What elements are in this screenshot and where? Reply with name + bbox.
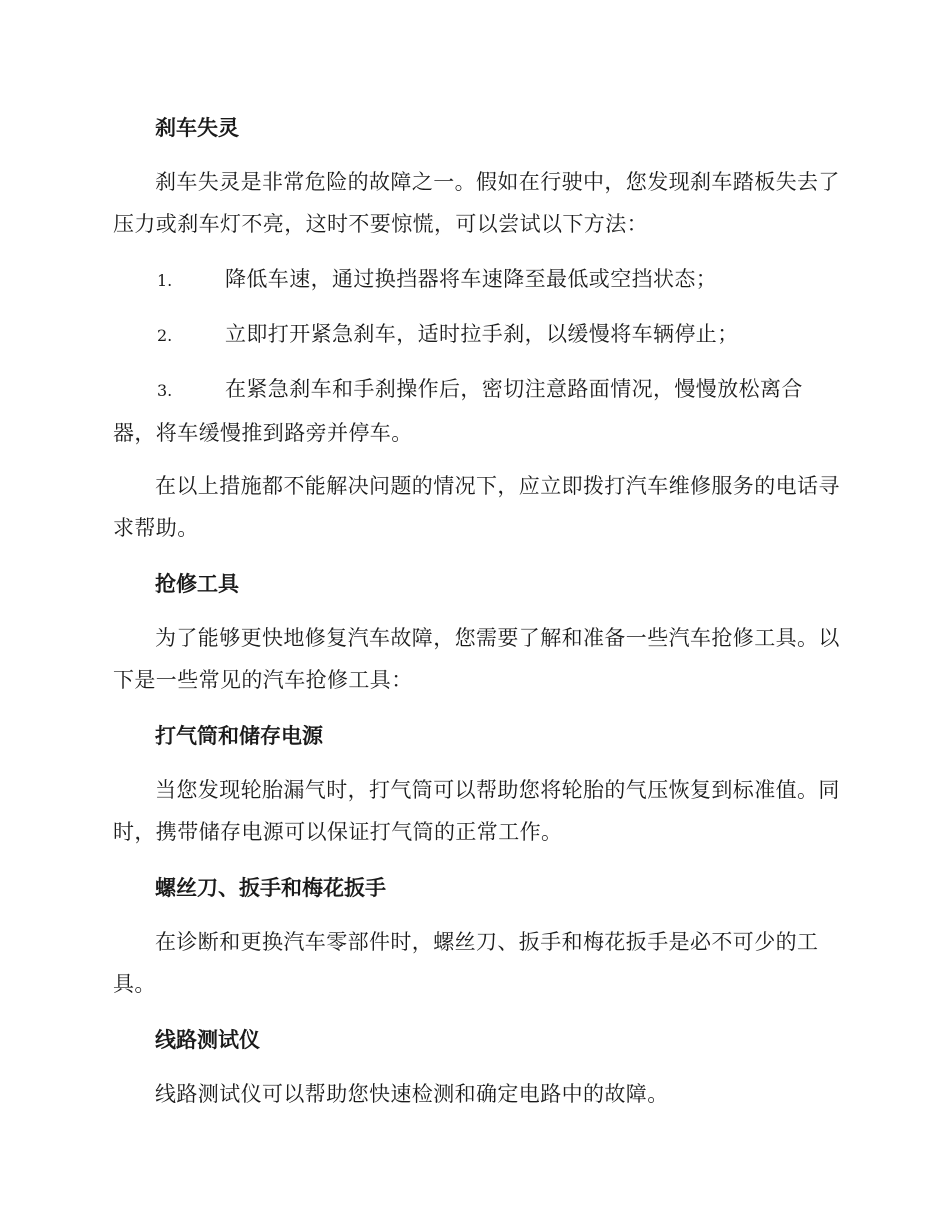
section-heading-repair-tools: 抢修工具 bbox=[155, 572, 239, 596]
repair-tools-intro: 为了能够更快地修复汽车故障，您需要了解和准备一些汽车抢修工具。以下是一些常见的汽车抢修工具： bbox=[113, 626, 840, 692]
screwdriver-wrench-body: 在诊断和更换汽车零部件时，螺丝刀、扳手和梅花扳手是必不可少的工具。 bbox=[113, 930, 819, 996]
section-heading-circuit-tester: 线路测试仪 bbox=[155, 1028, 260, 1052]
list-item bbox=[113, 368, 843, 454]
list-item bbox=[113, 258, 843, 302]
section-heading-brake-failure: 刹车失灵 bbox=[155, 116, 239, 140]
list-number: 3. bbox=[157, 381, 173, 400]
list-item bbox=[113, 313, 843, 357]
list-text: 降低车速，通过换挡器将车速降至最低或空挡状态； bbox=[225, 267, 718, 291]
section-heading-screwdriver-wrench: 螺丝刀、扳手和梅花扳手 bbox=[155, 876, 386, 900]
circuit-tester-body: 线路测试仪可以帮助您快速检测和确定电路中的故障。 bbox=[155, 1082, 669, 1106]
section-heading-pump-and-power: 打气筒和储存电源 bbox=[155, 724, 323, 748]
pump-and-power-body: 当您发现轮胎漏气时，打气筒可以帮助您将轮胎的气压恢复到标准值。同时，携带储存电源可以保证打气筒的正常工作。 bbox=[113, 778, 840, 844]
brake-failure-outro: 在以上措施都不能解决问题的情况下，应立即拨打汽车维修服务的电话寻求帮助。 bbox=[113, 474, 840, 540]
brake-failure-intro: 刹车失灵是非常危险的故障之一。假如在行驶中，您发现刹车踏板失去了压力或刹车灯不亮，这时不要惊慌，可以尝试以下方法： bbox=[113, 170, 840, 236]
list-number: 1. bbox=[157, 271, 173, 290]
list-text: 立即打开紧急刹车，适时拉手刹，以缓慢将车辆停止； bbox=[225, 322, 739, 346]
list-number: 2. bbox=[157, 326, 173, 345]
list-text: 在紧急刹车和手刹操作后，密切注意路面情况，慢慢放松离合器，将车缓慢推到路旁并停车。 bbox=[113, 377, 803, 445]
